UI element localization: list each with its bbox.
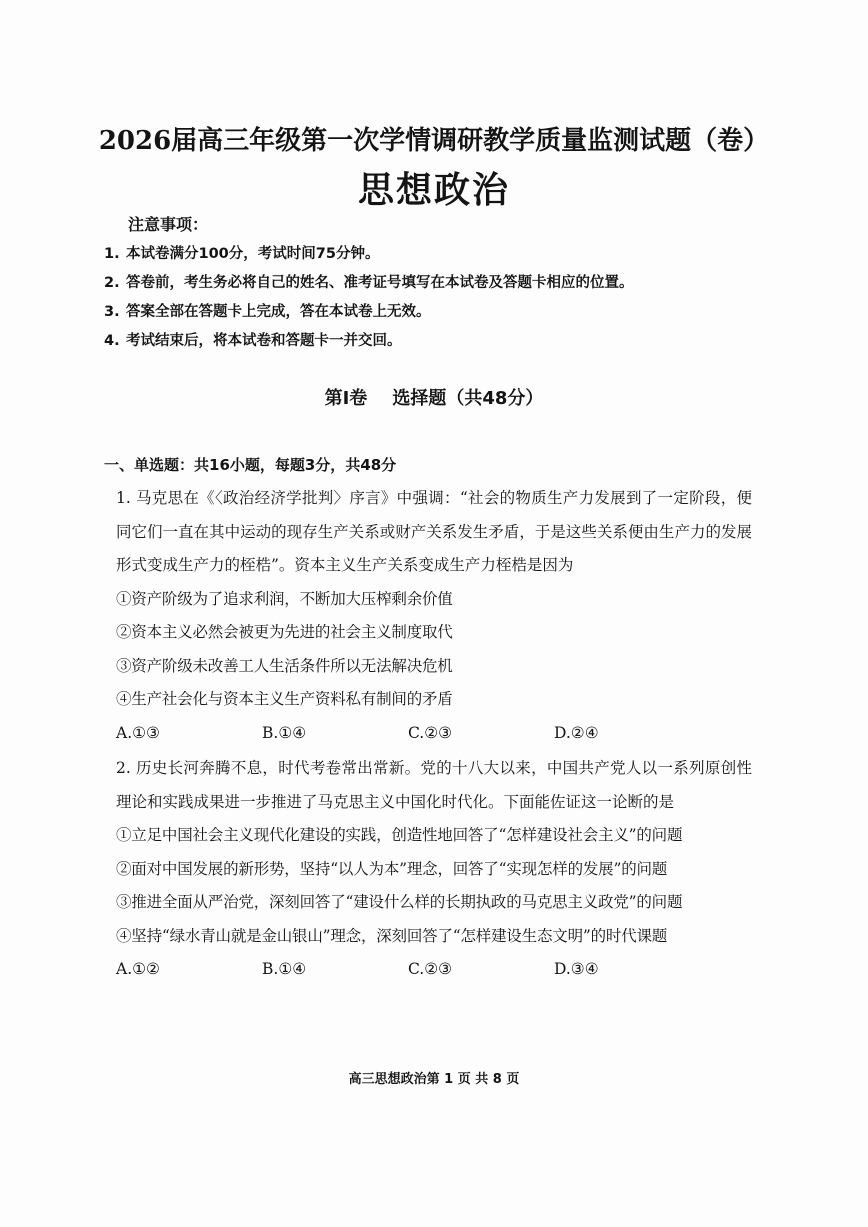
answer-choice-d: D.③④ <box>554 960 599 978</box>
question-2 <box>116 752 752 987</box>
subject-title: 思想政治 <box>357 170 510 211</box>
notice-item-text: 答卷前，考生务必将自己的姓名、准考证号填写在本试卷及答题卡相应的位置。 <box>126 275 634 291</box>
notice-item-text: 考试结束后，将本试卷和答题卡一并交回。 <box>126 333 402 349</box>
page-footer: 高三思想政治第 1 页 共 8 页 <box>348 1072 520 1087</box>
exam-title: 2026届高三年级第一次学情调研教学质量监测试题（卷） <box>98 126 770 156</box>
question-stem: 2. 历史长河奔腾不息，时代考卷常出常新。党的十八大以来，中国共产党人以一系列原创性理论和实践成果进一步推进了马克思主义中国化时代化。下面能佐证这一论断的是 <box>116 759 752 811</box>
notice-item-number: 1. <box>104 246 120 262</box>
answer-choice-d: D.②④ <box>554 723 599 742</box>
answer-choice-b: B.①④ <box>262 960 307 978</box>
notice-item <box>104 327 824 356</box>
answer-choice-c: C.②③ <box>408 723 453 742</box>
question-1 <box>116 482 752 750</box>
question-stem: 1. 马克思在《〈政治经济学批判〉序言》中强调：“社会的物质生产力发展到了一定阶段，便同它们一直在其中运动的现存生产关系或财产关系发生矛盾，于是这些关系便由生产力的发展形式变成生产力的桎梏”。资本主义生产关系变成生产力桎梏是因为 <box>116 489 752 574</box>
notice-item-text: 本试卷满分100分，考试时间75分钟。 <box>126 246 380 262</box>
answer-choice-a: A.①③ <box>116 723 160 742</box>
statement-option: ④生产社会化与资本主义生产资料私有制间的矛盾 <box>116 690 453 708</box>
answer-choices <box>116 717 752 751</box>
notice-heading: 注意事项： <box>128 215 209 234</box>
notice-list <box>104 240 824 356</box>
notice-item <box>104 269 824 298</box>
answer-choices <box>116 953 752 987</box>
statement-option: ①立足中国社会主义现代化建设的实践，创造性地回答了“怎样建设社会主义”的问题 <box>116 826 683 844</box>
answer-choice-c: C.②③ <box>408 960 453 978</box>
statement-option: ④坚持“绿水青山就是金山银山”理念，深刻回答了“怎样建设生态文明”的时代课题 <box>116 926 668 945</box>
answer-choice-b: B.①④ <box>262 723 307 742</box>
notice-item-number: 3. <box>104 304 120 320</box>
section-title: 第Ⅰ卷 选择题（共48分） <box>324 388 544 409</box>
statement-option: ③资产阶级未改善工人生活条件所以无法解决危机 <box>116 656 453 675</box>
statement-option: ①资产阶级为了追求利润，不断加大压榨剩余价值 <box>116 589 453 608</box>
notice-item <box>104 240 824 269</box>
part-heading: 一、单选题：共16小题，每题3分，共48分 <box>104 456 397 474</box>
notice-item-text: 答案全部在答题卡上完成，答在本试卷上无效。 <box>126 304 431 320</box>
statement-option: ②面对中国发展的新形势，坚持“以人为本”理念，回答了“实现怎样的发展”的问题 <box>116 859 668 878</box>
statement-option: ②资本主义必然会被更为先进的社会主义制度取代 <box>116 623 453 641</box>
answer-choice-a: A.①② <box>116 960 160 978</box>
notice-item-number: 2. <box>104 275 120 291</box>
notice-item <box>104 298 824 327</box>
statement-option: ③推进全面从严治党，深刻回答了“建设什么样的长期执政的马克思主义政党”的问题 <box>116 893 683 911</box>
notice-item-number: 4. <box>104 333 120 349</box>
